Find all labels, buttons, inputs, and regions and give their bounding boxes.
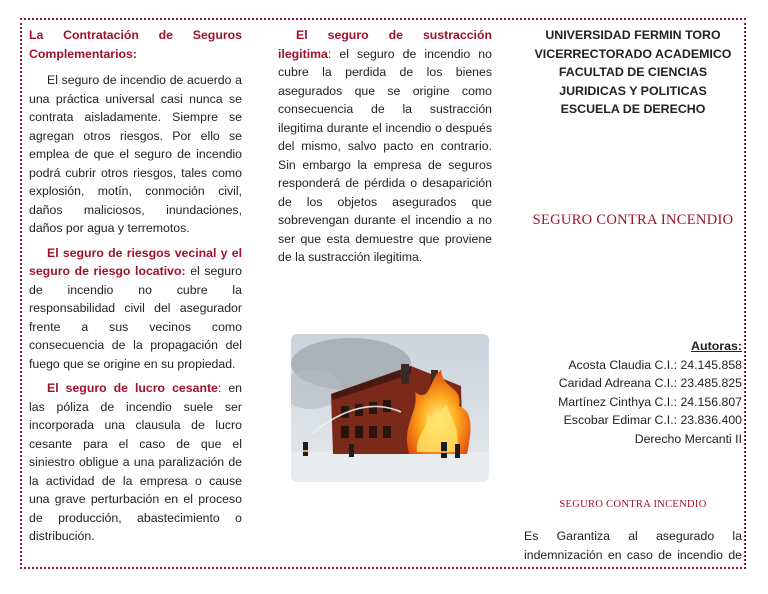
body-sustraccion: : el seguro de incendio no cubre la perdida de los bienes asegurados que se origine como consecuencia de la sustracción ilegitima durante el incendio o después del mismo, salvo pacto en contrario. Sin embargo la empresa de seguros responderá de pérdida o desaparición de los objetos asegurados que sobrevengan durante el incendio a no ser que esta demuestre que proviene de la sustracción ilegitima.	[278, 46, 492, 264]
author-line: Caridad Adreana C.I.: 23.485.825	[558, 376, 742, 391]
institution-line: FACULTAD DE CIENCIAS	[558, 65, 708, 79]
paragraph-riesgo-vecinal	[29, 244, 242, 374]
institution-line: ESCUELA DE DERECHO	[560, 102, 706, 116]
section-heading-contratacion-line2: Complementarios:	[29, 46, 137, 61]
document-title: SEGURO CONTRA INCENDIO	[532, 211, 734, 228]
heading-lucro-cesante: El seguro de lucro cesante	[47, 381, 218, 395]
column-middle	[278, 26, 492, 267]
body-lucro-cesante: : en las póliza de incendio suele ser incorporada una clausula de lucro cesante para el caso de que el siniestro obligue a una paralización de la actividad de la empresa o cause una grave perturbación en el proceso de producción, abastecimiento o distribución.	[29, 381, 242, 543]
institution-header	[524, 26, 742, 119]
subtitle: SEGURO CONTRA INCENDIO	[559, 499, 707, 511]
author-line: Escobar Edimar C.I.: 23.836.400	[563, 413, 742, 428]
section-heading-contratacion	[29, 26, 242, 45]
body-riesgo-vecinal: el seguro de incendio no cubre la responsabilidad civil del asegurador frente a sus vecinos como consecuencia de la propagación del fuego que se origine en su propiedad.	[29, 264, 242, 371]
paragraph-sustraccion	[278, 26, 492, 267]
heading-sustraccion: El seguro de sustracción ilegitima	[278, 28, 492, 61]
author-line: Martínez Cinthya C.I.: 24.156.807	[558, 394, 742, 409]
authors-label: Autoras:	[691, 339, 742, 353]
paragraph-lucro-cesante	[29, 379, 242, 546]
paragraph-contratacion: El seguro de incendio de acuerdo a una práctica universal casi nunca se contrata aisladamente. Siempre se agregan otros riesgos. Por ello se emplea de que el seguro de incendio podrá cubrir otros riesgos, tales como explosión, motín, conmoción civil, daños maliciosos, inundaciones, daños por agua y terremotos.	[29, 73, 242, 235]
institution-line: VICERRECTORADO ACADEMICO	[534, 46, 732, 61]
heading-word: de	[158, 28, 174, 42]
course-line: Derecho Mercanti II	[634, 431, 742, 446]
heading-word: La	[29, 28, 44, 42]
author-line: Acosta Claudia C.I.: 24.145.858	[568, 357, 742, 372]
heading-word: Seguros	[192, 28, 242, 42]
heading-riesgo-vecinal: El seguro de riesgos vecinal y el seguro de riesgo locativo:	[29, 245, 242, 278]
institution-line: UNIVERSIDAD FERMIN TORO	[545, 28, 721, 42]
column-left	[29, 26, 242, 552]
burning-building-photo	[291, 334, 489, 482]
column-right	[524, 26, 742, 565]
intro-paragraph: Es Garantiza al asegurado la indemnización en caso de incendio de	[524, 528, 742, 562]
institution-line: JURIDICAS Y POLITICAS	[559, 83, 707, 98]
heading-word: Contratación	[63, 28, 139, 42]
